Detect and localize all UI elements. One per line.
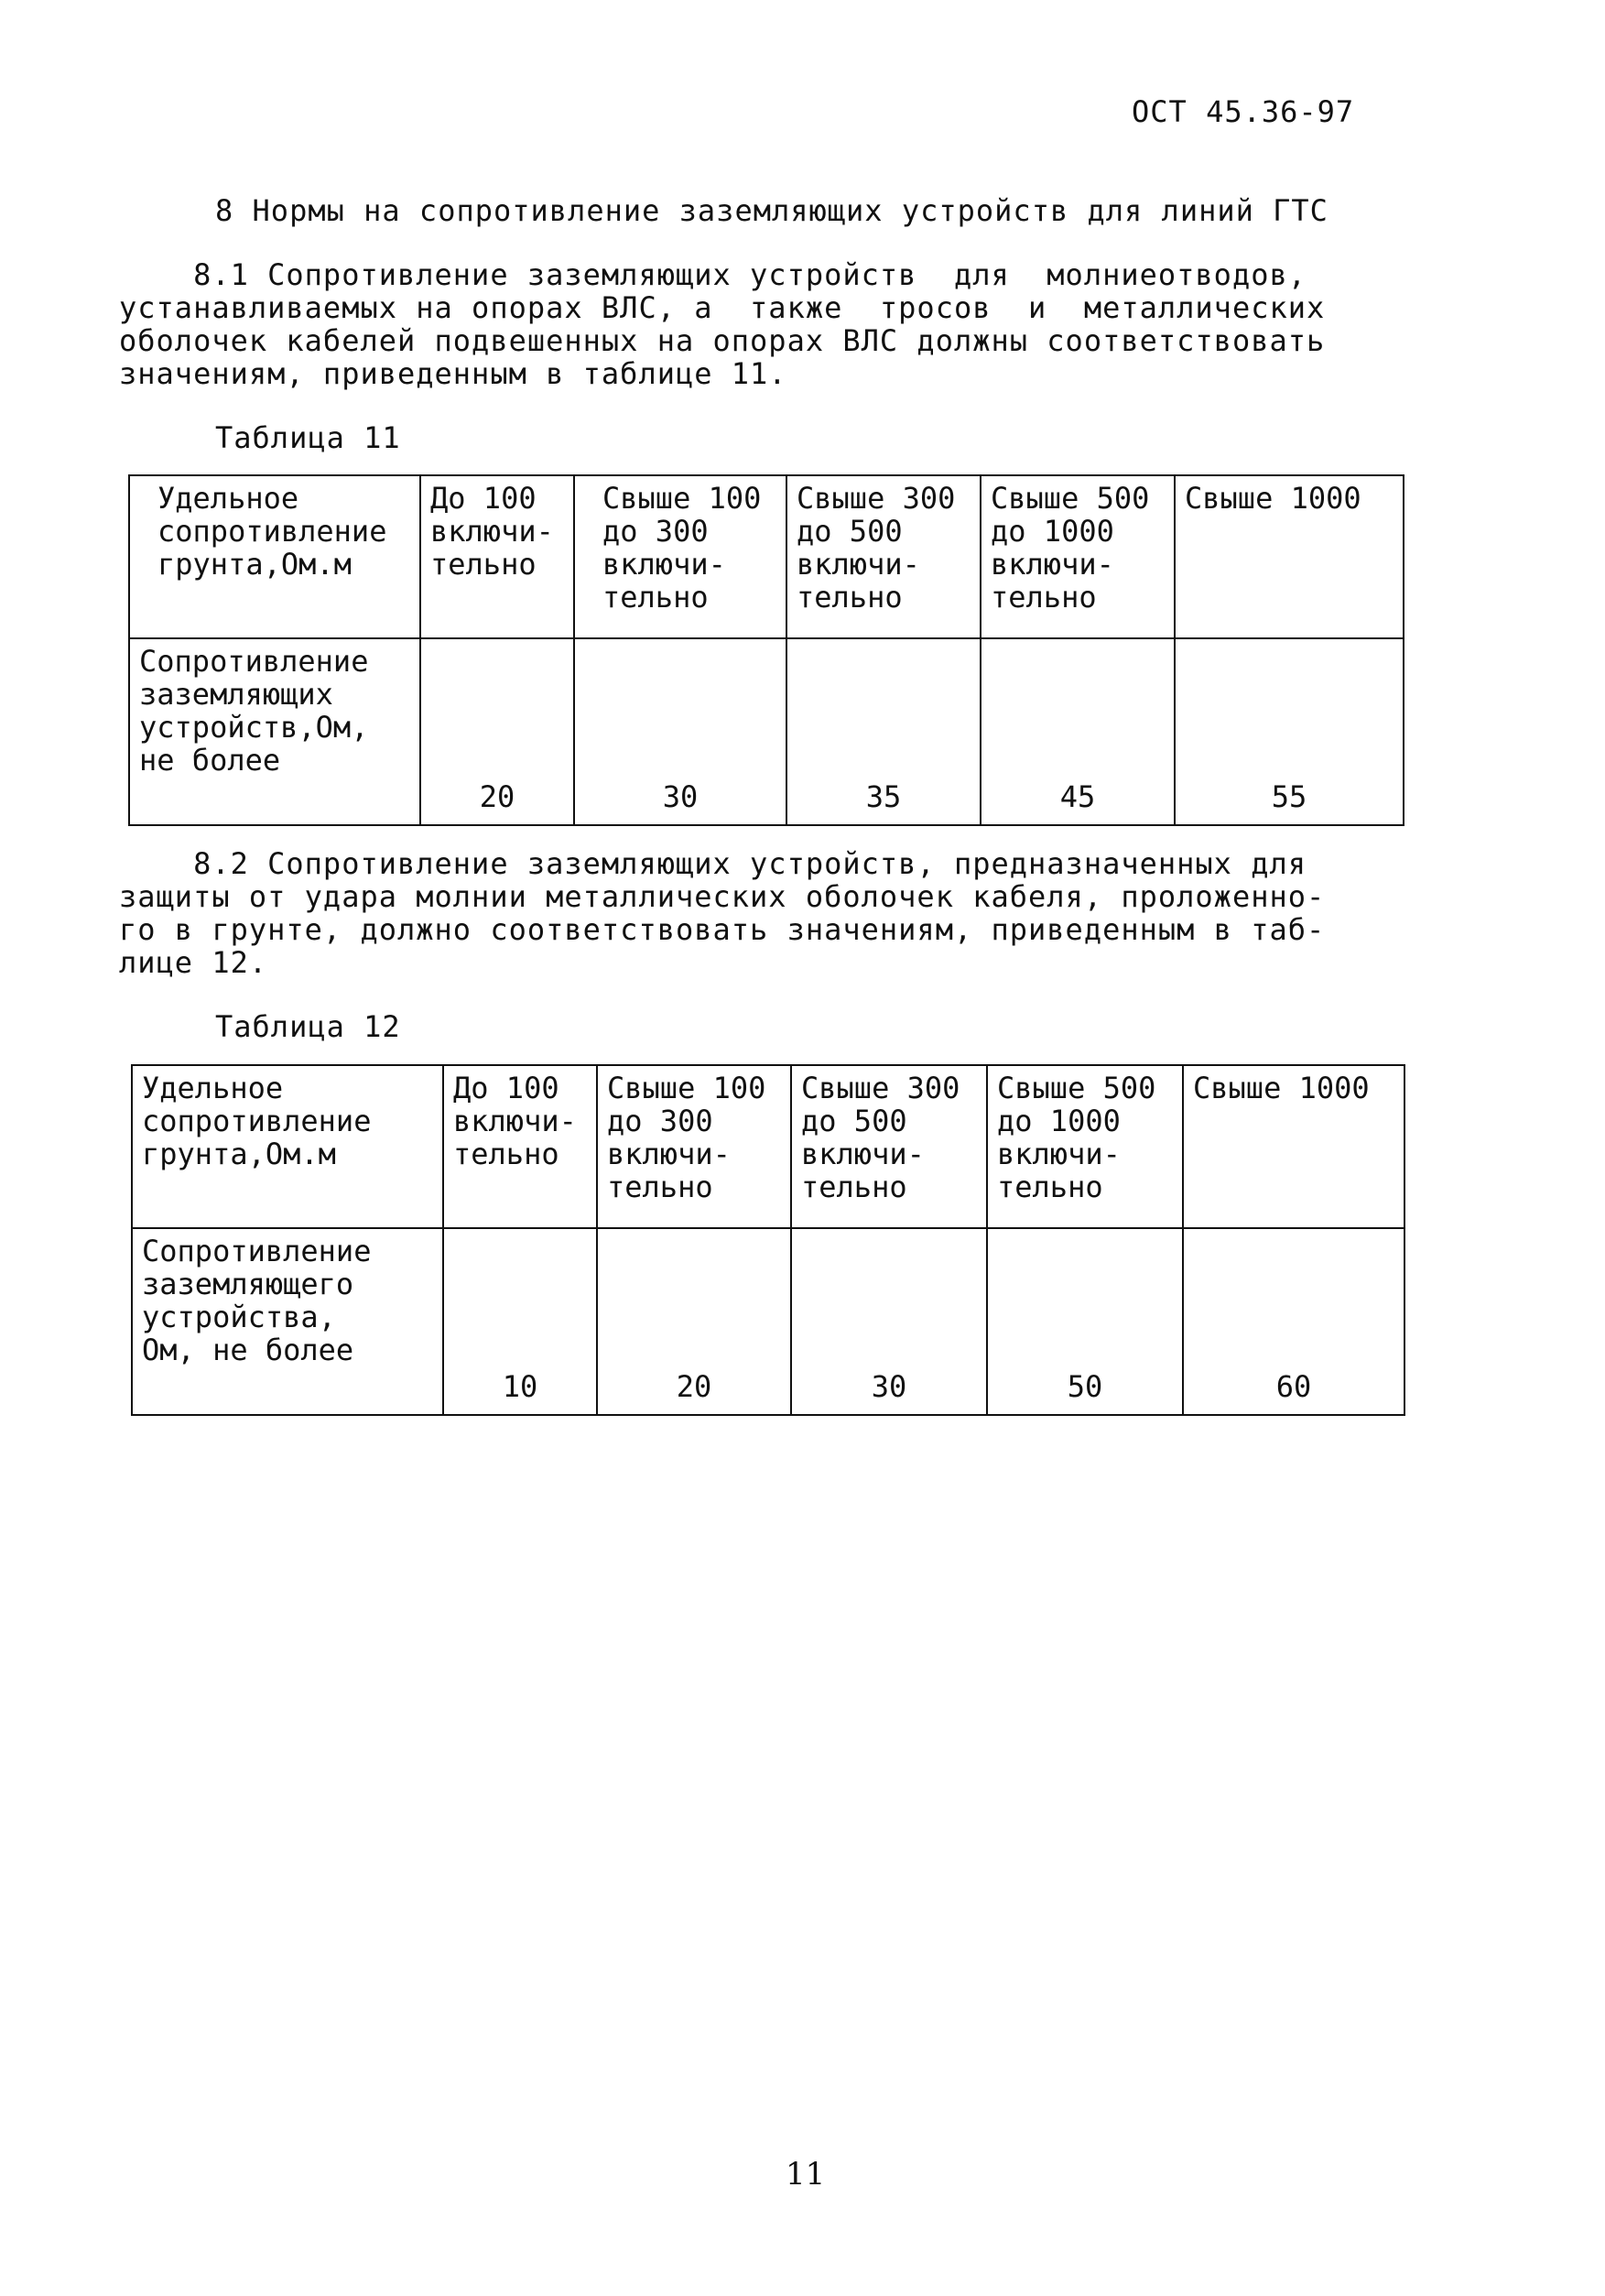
table-12-value-cell: 60 (1183, 1228, 1404, 1415)
table-12-caption: Таблица 12 (215, 1009, 401, 1044)
table-12-header-cell: Свыше 300 до 500 включи- тельно (791, 1065, 987, 1228)
table-11-row-label: Сопротивление заземляющих устройств,Ом, не более (129, 638, 420, 825)
table-12-header-cell: Удельное сопротивление грунта,Ом.м (132, 1065, 443, 1228)
table-11-header-cell: Свыше 300 до 500 включи- тельно (786, 475, 981, 638)
table-11-header-cell: Свыше 500 до 1000 включи- тельно (981, 475, 1175, 638)
table-12 (131, 1064, 1405, 1416)
section-heading: 8 Нормы на сопротивление заземляющих устройств для линий ГТС (215, 193, 1328, 228)
table-11-value-cell: 20 (420, 638, 574, 825)
paragraph-8-1: 8.1 Сопротивление заземляющих устройств для молниеотводов, устанавливаемых на опорах ВЛС, а также тросов и металлических оболочек кабелей подвешенных на опорах ВЛС должны соответствовать значениям, приведенным в таблице 11. (119, 257, 1326, 391)
paragraph-8-2: 8.2 Сопротивление заземляющих устройств, предназначенных для защиты от удара молнии металлических оболочек кабеля, проложенно- го в грунте, должно соответствовать значениям, приведенным в таб- лице 12. (119, 846, 1326, 980)
table-12-header-cell: Свыше 500 до 1000 включи- тельно (987, 1065, 1183, 1228)
table-12-value-cell: 30 (791, 1228, 987, 1415)
table-12-value-cell: 20 (597, 1228, 791, 1415)
table-12-header-cell: До 100 включи- тельно (443, 1065, 597, 1228)
table-11-header-cell: До 100 включи- тельно (420, 475, 574, 638)
table-12-header-row (132, 1065, 1404, 1228)
page-number: 11 (786, 2156, 826, 2193)
table-11-header-cell: Свыше 1000 (1175, 475, 1404, 638)
table-12-value-cell: 50 (987, 1228, 1183, 1415)
table-11-value-cell: 35 (786, 638, 981, 825)
table-11-header-row (129, 475, 1404, 638)
table-12-row-label: Сопротивление заземляющего устройства, Ом, не более (132, 1228, 443, 1415)
table-11-value-cell: 55 (1175, 638, 1404, 825)
table-11-value-cell: 30 (574, 638, 786, 825)
table-11-header-cell: Удельное сопротивление грунта,Ом.м (129, 475, 420, 638)
table-12-value-cell: 10 (443, 1228, 597, 1415)
table-12-header-cell: Свыше 1000 (1183, 1065, 1404, 1228)
table-11-value-cell: 45 (981, 638, 1175, 825)
table-11 (128, 474, 1404, 826)
table-11-header-cell: Свыше 100 до 300 включи- тельно (574, 475, 786, 638)
table-12-header-cell: Свыше 100 до 300 включи- тельно (597, 1065, 791, 1228)
table-11-body-row (129, 638, 1404, 825)
table-12-body-row (132, 1228, 1404, 1415)
document-code: ОСТ 45.36-97 (1132, 94, 1355, 129)
table-11-caption: Таблица 11 (215, 420, 401, 455)
